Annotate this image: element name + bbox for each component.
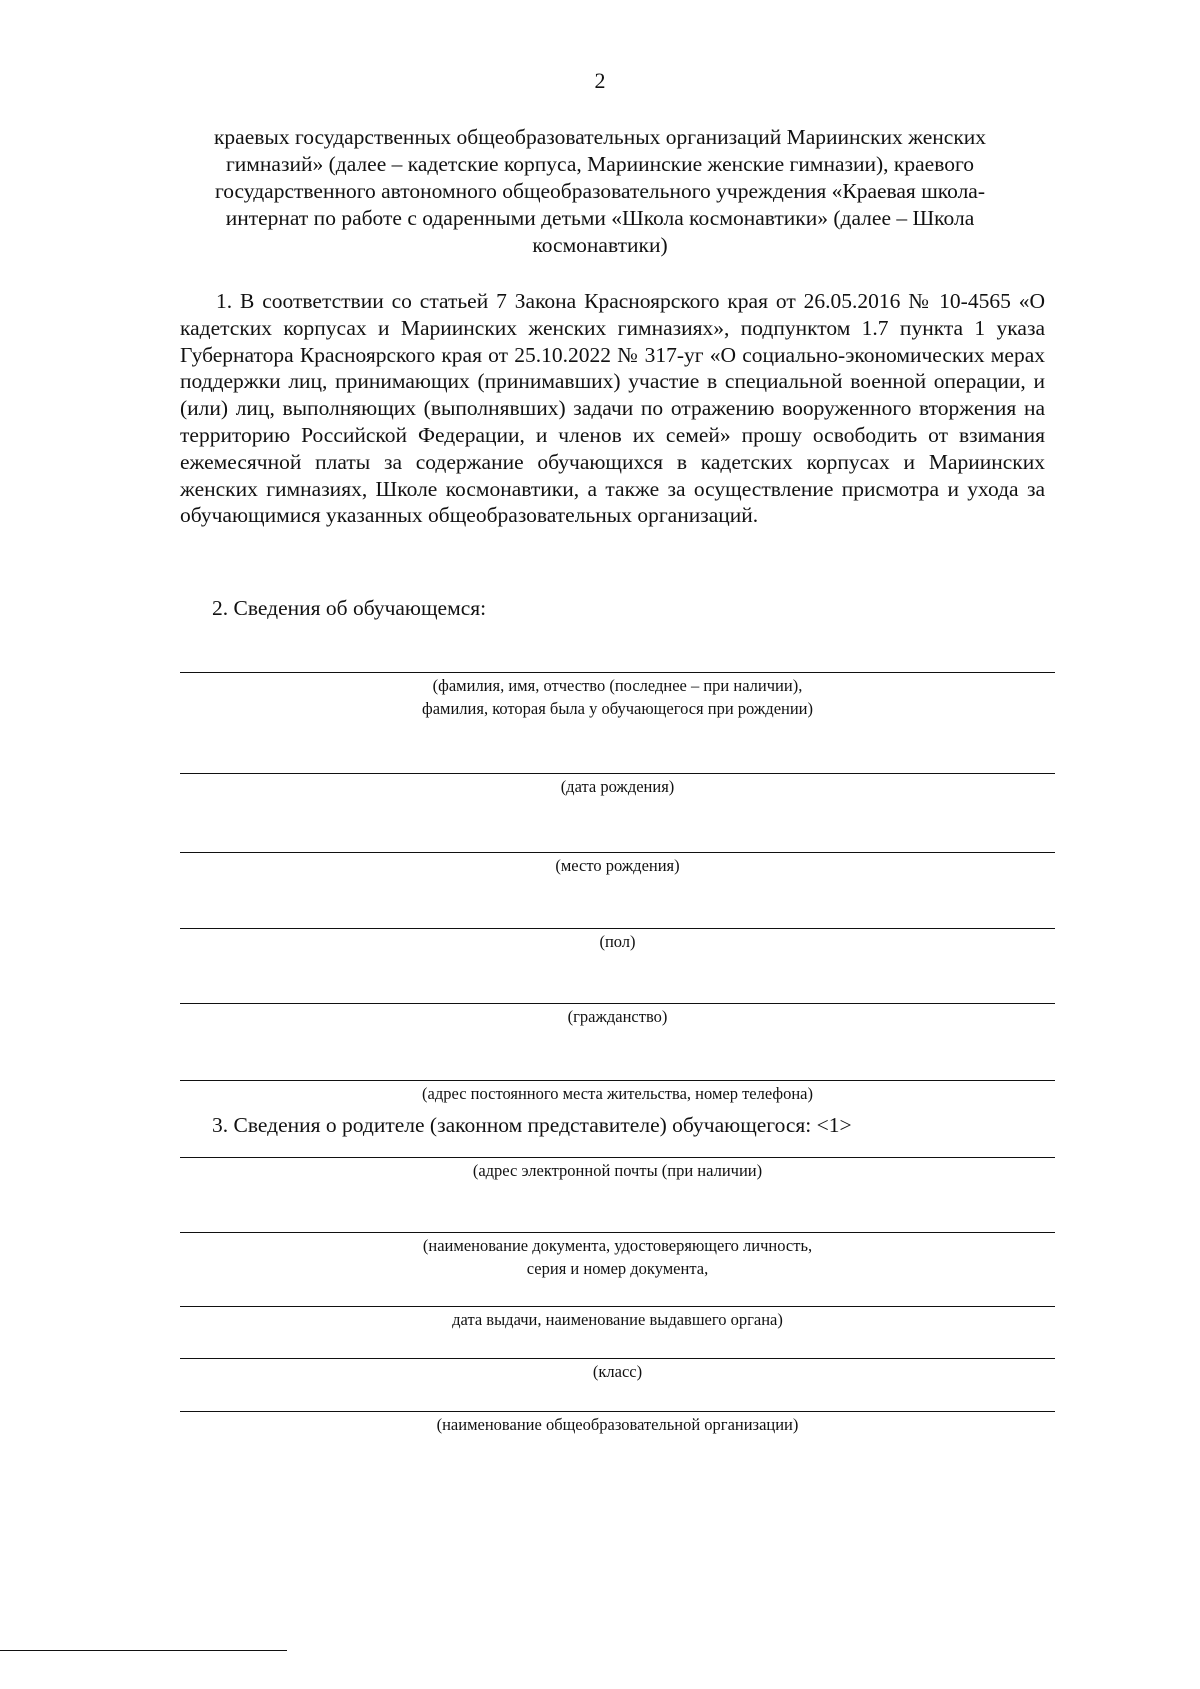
- email-field[interactable]: [180, 1157, 1055, 1158]
- birth-date-caption: [180, 775, 1055, 798]
- caption-line: (место рождения): [555, 856, 680, 875]
- caption-line: (класс): [592, 1362, 643, 1381]
- caption-line: серия и номер документа,: [526, 1259, 709, 1278]
- caption-line: (наименование общеобразовательной организации): [436, 1415, 799, 1434]
- paragraph-1: 1. В соответствии со статьей 7 Закона Красноярского края от 26.05.2016 № 10-4565 «О кадетских корпусах и Мариинских женских гимназиях», подпунктом 1.7 пункта 1 указа Губернатора Красноярского края от 25.10.2022 № 317-уг «О социально-экономических мерах поддержки лиц, принимающих (принимавших) участие в специальной военной операции, и (или) лиц, выполняющих (выполнявших) задачи по отражению вооруженного вторжения на территорию Российской Федерации, и членов их семей» прошу освободить от взимания ежемесячной платы за содержание обучающихся в кадетских корпусах и Мариинских женских гимназиях, Школе космонавтики, а также за осуществление присмотра и ухода за обучающимися указанных общеобразовательных организаций.: [180, 289, 1045, 528]
- birth-place-caption: [180, 854, 1055, 877]
- heading-line: интернат по работе с одаренными детьми «Школа космонавтики» (далее – Школа: [225, 206, 975, 230]
- caption-line: фамилия, которая была у обучающегося при рождении): [422, 699, 813, 718]
- heading-line: государственного автономного общеобразовательного учреждения «Краевая школа-: [214, 179, 986, 203]
- identity-document-field[interactable]: [180, 1232, 1055, 1233]
- birth-date-field[interactable]: [180, 773, 1055, 774]
- citizenship-caption: [180, 1005, 1055, 1028]
- school-name-field[interactable]: [180, 1411, 1055, 1412]
- class-caption: [180, 1360, 1055, 1383]
- footnote-separator: [0, 1650, 287, 1651]
- issue-date-authority-field[interactable]: [180, 1306, 1055, 1307]
- class-field[interactable]: [180, 1358, 1055, 1359]
- caption-line: дата выдачи, наименование выдавшего органа): [452, 1310, 783, 1329]
- issue-date-authority-caption: [180, 1308, 1055, 1331]
- caption-line: (пол): [599, 932, 636, 951]
- address-phone-caption: [180, 1082, 1055, 1105]
- document-heading: [195, 124, 1005, 259]
- section-2-title: 2. Сведения об обучающемся:: [212, 596, 487, 620]
- full-name-caption: [180, 674, 1055, 720]
- caption-line: (адрес электронной почты (при наличии): [472, 1161, 763, 1180]
- caption-line: (гражданство): [567, 1007, 668, 1026]
- heading-line: краевых государственных общеобразовательных организаций Мариинских женских: [213, 125, 987, 149]
- caption-line: (фамилия, имя, отчество (последнее – при наличии),: [432, 676, 803, 695]
- page-number: 2: [594, 68, 606, 93]
- section-3-title: 3. Сведения о родителе (законном представителе) обучающегося: <1>: [212, 1113, 852, 1137]
- full-name-field[interactable]: [180, 672, 1055, 673]
- caption-line: (наименование документа, удостоверяющего личность,: [422, 1236, 813, 1255]
- citizenship-field[interactable]: [180, 1003, 1055, 1004]
- identity-document-caption: [180, 1234, 1055, 1280]
- sex-caption: [180, 930, 1055, 953]
- caption-line: (дата рождения): [560, 777, 675, 796]
- birth-place-field[interactable]: [180, 852, 1055, 853]
- address-phone-field[interactable]: [180, 1080, 1055, 1081]
- school-name-caption: [180, 1413, 1055, 1436]
- heading-line: гимназий» (далее – кадетские корпуса, Мариинские женские гимназии), краевого: [225, 152, 974, 176]
- caption-line: (адрес постоянного места жительства, номер телефона): [422, 1084, 813, 1103]
- email-caption: [180, 1159, 1055, 1182]
- heading-line: космонавтики): [532, 233, 668, 257]
- sex-field[interactable]: [180, 928, 1055, 929]
